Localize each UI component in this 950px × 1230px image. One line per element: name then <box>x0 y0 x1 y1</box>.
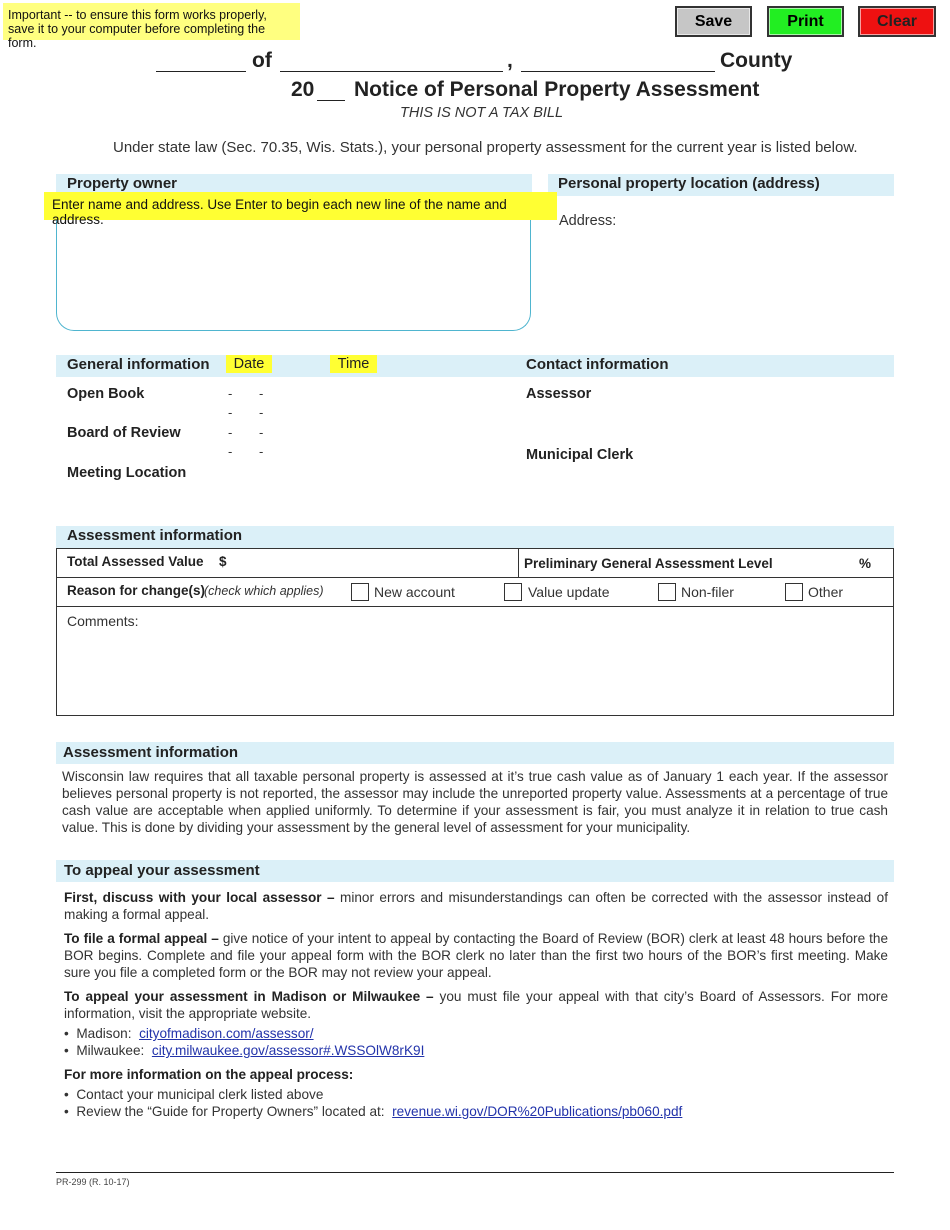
new-account-label: New account <box>374 584 455 600</box>
prelim-level-label: Preliminary General Assessment Level <box>524 556 773 571</box>
appeal-paragraph-1 <box>64 889 888 923</box>
form-id: PR-299 (R. 10-17) <box>56 1177 130 1187</box>
year-prefix: 20 <box>291 78 315 101</box>
appeal-p2-text: give notice of your intent to appeal by contacting the Board of Review (BOR) clerk at least 48 hours before the BOR begins. Complete and file your appeal form with the BOR clerk no later than the first two hours of the BOR’s first meeting. Make sure you file a completed form or the BOR may not review your appeal. <box>64 931 889 980</box>
owner-name-address-field[interactable] <box>56 212 531 331</box>
county-name-field[interactable] <box>521 71 715 72</box>
clear-button[interactable] <box>858 6 936 37</box>
date-tag: Date <box>226 355 272 373</box>
year-field[interactable] <box>317 100 345 101</box>
bullet-icon: • <box>64 1026 77 1041</box>
value-update-label: Value update <box>528 584 610 600</box>
address-field[interactable] <box>620 210 894 232</box>
bor-date2-sep1: - <box>228 444 233 459</box>
time-tag: Time <box>330 355 377 373</box>
save-notice-line2: save it to your computer before completing the form. <box>8 22 266 50</box>
board-of-review-label: Board of Review <box>67 425 181 441</box>
page-title: Notice of Personal Property Assessment <box>354 78 760 101</box>
open-book-date2-sep1: - <box>228 405 233 420</box>
address-label: Address: <box>559 213 617 229</box>
open-book-label: Open Book <box>67 386 145 402</box>
general-section-label: General information <box>67 356 210 373</box>
more-info-heading: For more information on the appeal process: <box>64 1067 354 1082</box>
bullet-icon: • <box>64 1087 77 1102</box>
reason-note: (check which applies) <box>204 584 324 598</box>
print-button-label[interactable]: Print <box>769 8 842 35</box>
madison-link[interactable]: cityofmadison.com/assessor/ <box>139 1026 314 1041</box>
heading-of: of <box>252 49 272 72</box>
footer-rule <box>56 1172 894 1173</box>
municipality-type-field[interactable] <box>156 71 246 72</box>
more-info-item-1 <box>64 1087 323 1102</box>
appeal-p3-text: you must file your appeal with that city’s Board of Assessors. For more information, visit the appropriate website. <box>64 989 888 1021</box>
appeal-p1-text: minor errors and misunderstandings can often be corrected with the assessor instead of making a formal appeal. <box>64 890 888 922</box>
other-checkbox[interactable] <box>785 583 803 601</box>
bullet-icon: • <box>64 1104 77 1119</box>
heading-comma: , <box>507 49 513 72</box>
bor-date2-sep2: - <box>259 444 264 459</box>
appeal-p2-bold: To file a formal appeal – <box>64 931 219 946</box>
bor-date1-sep1: - <box>228 425 233 440</box>
total-value-field[interactable] <box>232 551 512 573</box>
appeal-paragraph-3 <box>64 988 888 1022</box>
dollar-sign: $ <box>219 554 227 569</box>
contact-section-label: Contact information <box>526 356 669 373</box>
assessment-section-label: Assessment information <box>67 527 243 544</box>
open-book-date1-sep2: - <box>259 386 264 401</box>
reason-label: Reason for change(s) <box>67 583 206 598</box>
owner-hint: Enter name and address. Use Enter to begin each new line of the name and address. <box>44 192 557 220</box>
total-value-label: Total Assessed Value <box>67 554 204 569</box>
municipality-name-field[interactable] <box>280 71 503 72</box>
guide-link[interactable]: revenue.wi.gov/DOR%20Publications/pb060.pdf <box>392 1104 683 1119</box>
save-button[interactable] <box>675 6 752 37</box>
bor-date1-sep2: - <box>259 425 264 440</box>
info-paragraph: Wisconsin law requires that all taxable personal property is assessed at it’s true cash value as of January 1 each year. If the assessor believes personal property is not reported, the assessor may include the unreported property value. Assessments at a percentage of true cash value are acceptable when applied uniformly. To determine if your assessment is fair, you must analyze it in relation to true cash value. This is done by dividing your assessment by the general level of assessment for your municipality. <box>62 769 888 835</box>
non-filer-label: Non-filer <box>681 584 734 600</box>
appeal-section-label: To appeal your assessment <box>64 862 260 879</box>
more-info-text-1: Contact your municipal clerk listed above <box>76 1087 324 1102</box>
milwaukee-label: Milwaukee: <box>76 1043 145 1058</box>
milwaukee-link[interactable]: city.milwaukee.gov/assessor#.WSSOlW8rK9I <box>151 1043 425 1058</box>
madison-list-item <box>64 1026 314 1041</box>
clear-button-label[interactable]: Clear <box>860 8 934 35</box>
percent-sign: % <box>859 556 872 571</box>
assessment-row-divider-2 <box>56 606 894 607</box>
heading-county: County <box>720 49 793 72</box>
comments-label: Comments: <box>67 613 139 629</box>
appeal-p3-bold: To appeal your assessment in Madison or Milwaukee – <box>64 989 434 1004</box>
madison-label: Madison: <box>76 1026 132 1041</box>
more-info-text-2: Review the “Guide for Property Owners” located at: <box>76 1104 385 1119</box>
print-button[interactable] <box>767 6 844 37</box>
value-update-checkbox[interactable] <box>504 583 522 601</box>
comments-field[interactable] <box>60 632 890 712</box>
appeal-paragraph-2 <box>64 930 888 981</box>
owner-section-label: Property owner <box>67 175 178 192</box>
assessor-label: Assessor <box>526 386 592 402</box>
more-info-item-2 <box>64 1104 682 1119</box>
open-book-date2-sep2: - <box>259 405 264 420</box>
meeting-location-label: Meeting Location <box>67 465 187 481</box>
appeal-p1-bold: First, discuss with your local assessor – <box>64 890 335 905</box>
assessment-row-divider-1 <box>56 577 894 578</box>
page-subtitle: THIS IS NOT A TAX BILL <box>400 105 564 121</box>
new-account-checkbox[interactable] <box>351 583 369 601</box>
bullet-icon: • <box>64 1043 77 1058</box>
intro-text: Under state law (Sec. 70.35, Wis. Stats.), your personal property assessment for the current year is listed below. <box>113 139 858 156</box>
other-label: Other <box>808 584 844 600</box>
prelim-level-field[interactable] <box>790 552 852 574</box>
location-section-label: Personal property location (address) <box>558 175 820 192</box>
info-section-label: Assessment information <box>63 744 239 761</box>
non-filer-checkbox[interactable] <box>658 583 676 601</box>
save-notice <box>3 3 300 50</box>
open-book-date1-sep1: - <box>228 386 233 401</box>
milwaukee-list-item <box>64 1043 424 1058</box>
save-notice-line1: Important -- to ensure this form works properly, <box>8 8 267 22</box>
save-button-label[interactable]: Save <box>677 8 750 35</box>
municipal-clerk-label: Municipal Clerk <box>526 447 634 463</box>
